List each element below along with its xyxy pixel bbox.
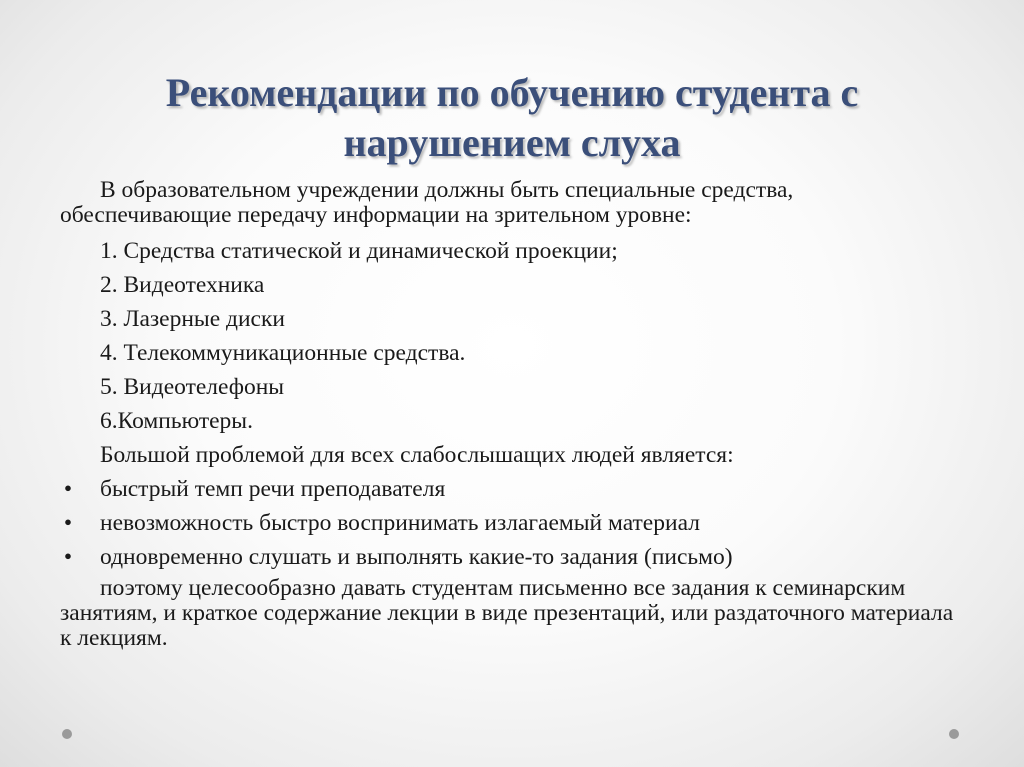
list-item-5: 5. Видеотелефоны — [100, 374, 285, 400]
bullet-icon: • — [63, 544, 73, 570]
slide-body — [60, 178, 960, 651]
intro-paragraph: В образовательном учреждении должны быть специальные средства, обеспечивающие передачу информации на зрительном уровне: — [60, 177, 794, 228]
list-item-3: 3. Лазерные диски — [100, 306, 285, 332]
list-item-2: 2. Видеотехника — [100, 272, 265, 298]
list-item-1: 1. Средства статической и динамической проекции; — [100, 238, 618, 264]
bullet-item-1 — [60, 472, 960, 506]
list-item-6: 6.Компьютеры. — [100, 408, 253, 434]
bullet-icon: • — [63, 476, 73, 502]
list-item-4: 4. Телекоммуникационные средства. — [100, 340, 466, 366]
bullet-icon: • — [63, 510, 73, 536]
bullet-text: быстрый темп речи преподавателя — [100, 476, 446, 502]
problem-intro: Большой проблемой для всех слабослышащих людей является: — [100, 442, 734, 468]
corner-dot-icon — [62, 729, 72, 739]
bullet-text: одновременно слушать и выполнять какие-то задания (письмо) — [100, 544, 733, 570]
conclusion-paragraph: поэтому целесообразно давать студентам письменно все задания к семинарским занятиям, и краткое содержание лекции в виде презентаций, или раздаточного материала к лекциям. — [60, 575, 954, 651]
bullet-item-3 — [60, 540, 960, 574]
bullet-text: невозможность быстро воспринимать излагаемый материал — [100, 510, 700, 536]
bullet-item-2 — [60, 506, 960, 540]
corner-dot-icon — [949, 729, 959, 739]
slide-title: Рекомендации по обучению студента с нарушением слуха — [165, 70, 859, 165]
